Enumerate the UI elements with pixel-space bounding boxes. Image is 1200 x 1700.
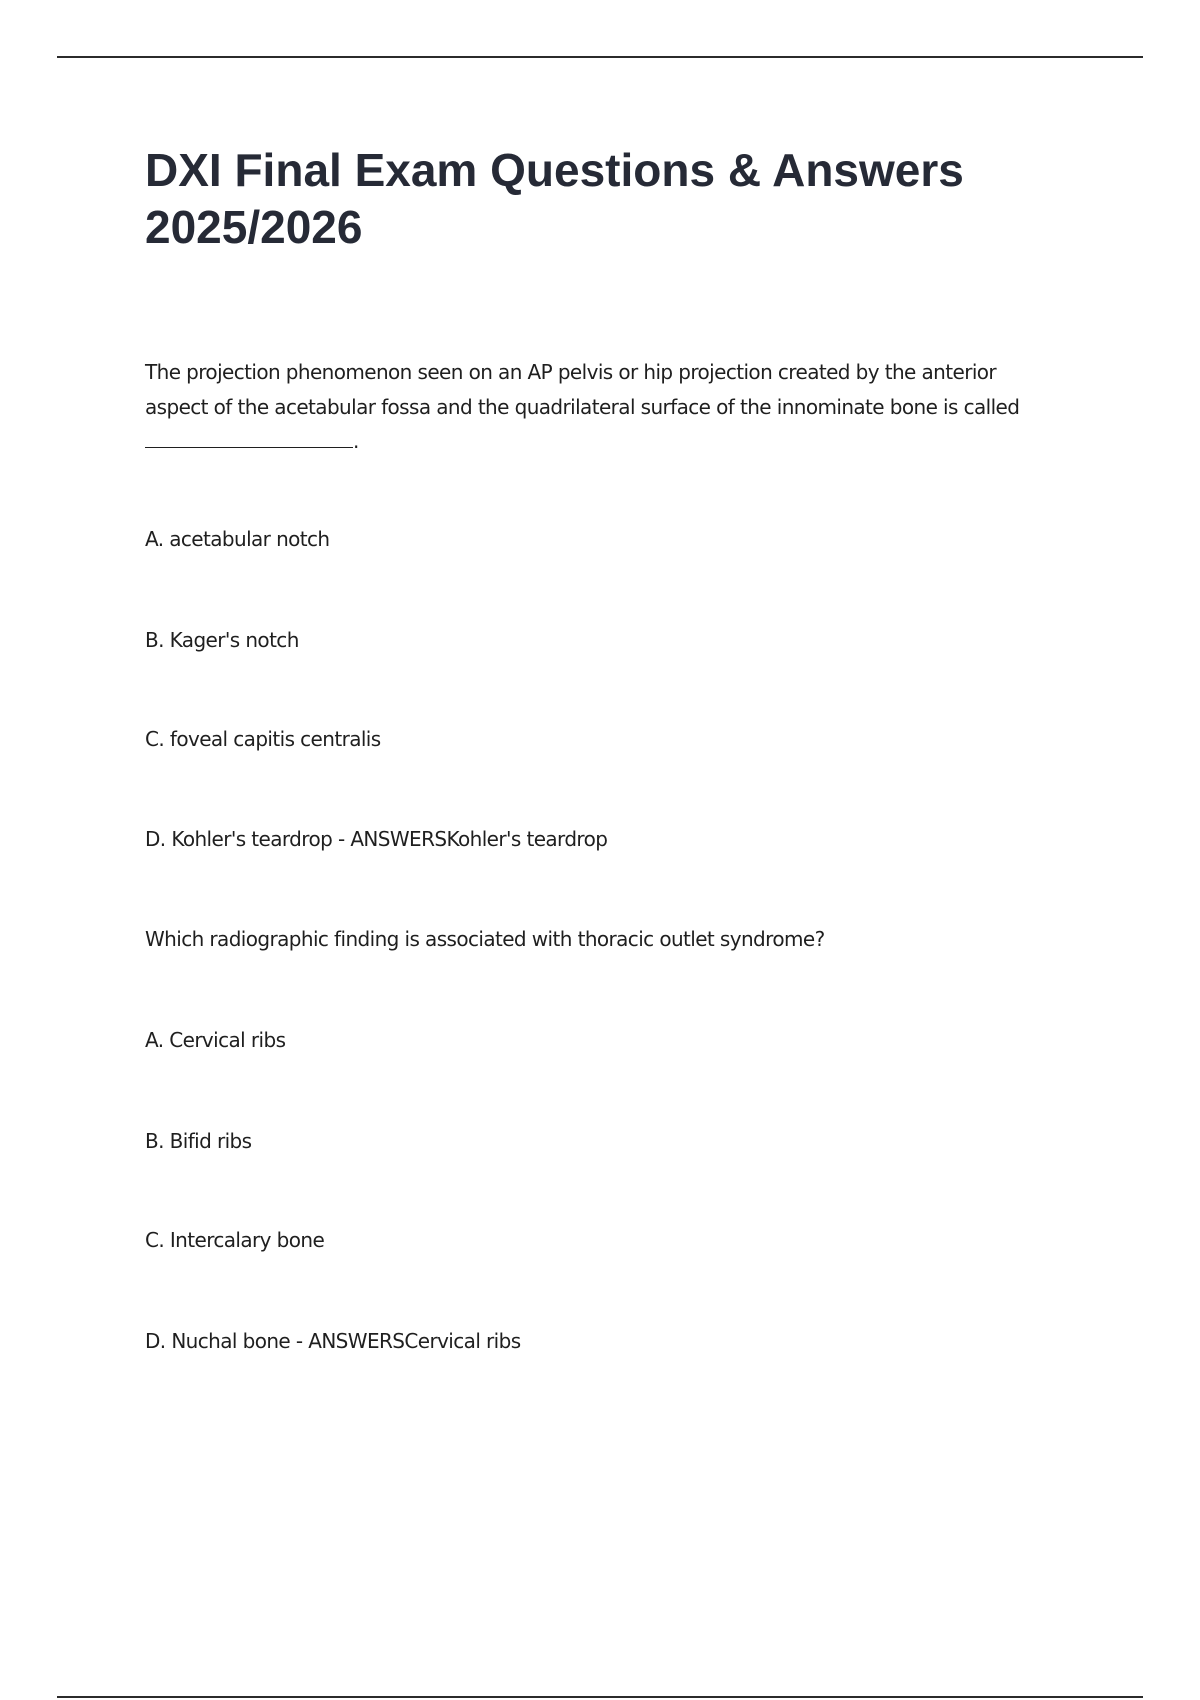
question-1-option-d: D. Kohler's teardrop - ANSWERSKohler's teardrop (145, 827, 608, 851)
question-1-option-a: A. acetabular notch (145, 527, 330, 551)
question-1-stem-line-2: aspect of the acetabular fossa and the quadrilateral surface of the innominate bone is called (145, 395, 1020, 419)
bottom-divider (57, 1696, 1143, 1698)
question-1-option-c: C. foveal capitis centralis (145, 727, 381, 751)
question-1-stem-end: . (353, 429, 359, 453)
question-1-stem-line-1: The projection phenomenon seen on an AP pelvis or hip projection created by the anterior (145, 360, 997, 384)
question-1-option-b: B. Kager's notch (145, 628, 299, 652)
question-2-option-b: B. Bifid ribs (145, 1129, 252, 1153)
question-2-option-c: C. Intercalary bone (145, 1228, 325, 1252)
title-line-2: 2025/2026 (145, 201, 363, 253)
document-title (145, 142, 1105, 256)
question-2-option-a: A. Cervical ribs (145, 1028, 286, 1052)
title-line-1: DXI Final Exam Questions & Answers (145, 144, 964, 196)
question-2-stem: Which radiographic finding is associated with thoracic outlet syndrome? (145, 927, 825, 951)
top-divider (57, 56, 1143, 58)
answer-blank (145, 433, 353, 448)
question-1-stem-blank (145, 424, 1075, 459)
question-2-option-d: D. Nuchal bone - ANSWERSCervical ribs (145, 1329, 521, 1353)
